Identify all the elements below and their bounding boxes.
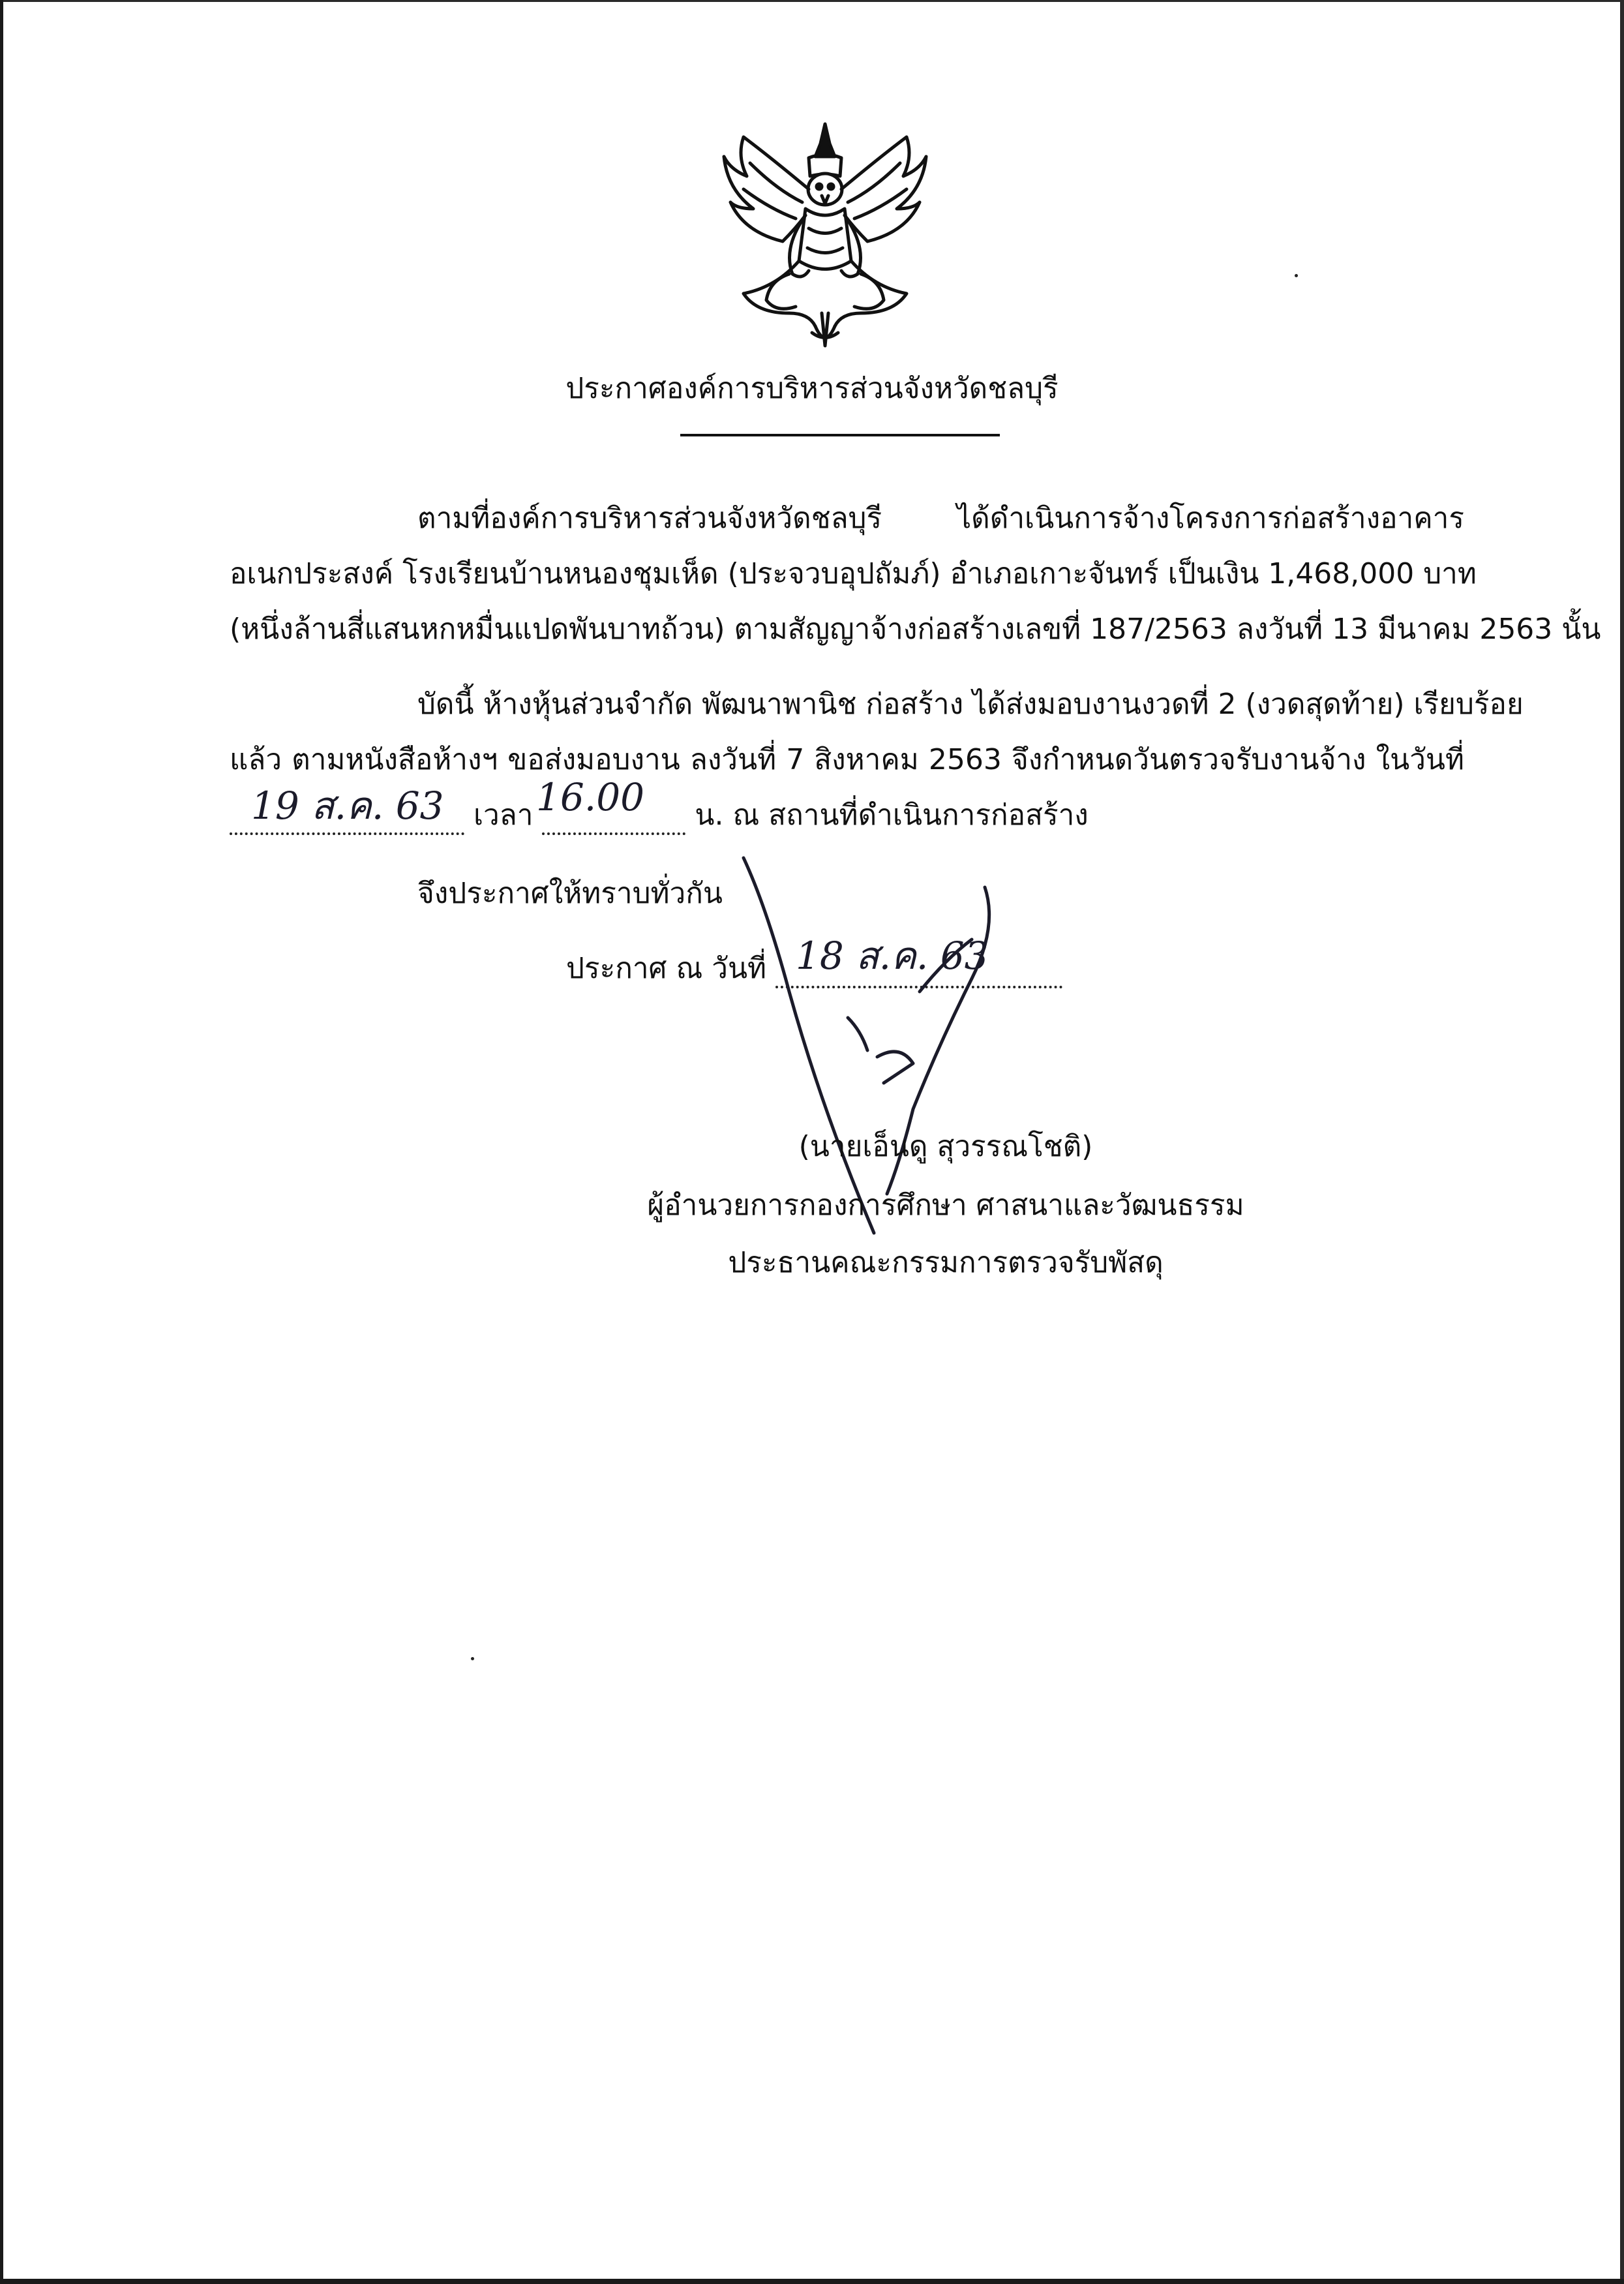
scan-edge-top [0,0,1624,2]
title-underline [680,434,1000,436]
scan-speck [1295,274,1298,277]
paragraph-2-line-2: แล้ว ตามหนังสือห้างฯ ขอส่งมอบงาน ลงวันที่ 7 สิงหาคม 2563 จึงกำหนดวันตรวจรับงานจ้าง ในวันที่ [230,743,1464,776]
announced-date-label: ประกาศ ณ วันที่ [566,952,767,985]
time-label: เวลา [474,799,534,832]
scan-edge-right [1620,0,1624,2284]
scan-edge-bottom [0,2279,1624,2284]
handwritten-announced-date: 18 ส.ค. 63 [796,934,989,978]
document-title: ประกาศองค์การบริหารส่วนจังหวัดชลบุรี [565,372,1059,405]
notice-text: จึงประกาศให้ทราบทั่วกัน [417,877,723,910]
signatory-position-1: ผู้อำนวยการกองการศึกษา ศาสนาและวัฒนธรรม [647,1189,1244,1222]
paragraph-2-line-1: บัดนี้ ห้างหุ้นส่วนจำกัด พัฒนาพานิช ก่อสร้าง ได้ส่งมอบงานงวดที่ 2 (งวดสุดท้าย) เรียบร้อย [417,688,1524,721]
handwritten-inspection-date: 19 ส.ค. 63 [251,784,444,828]
signatory-name: (นายเอ็นดู สุวรรณโชติ) [798,1130,1093,1163]
scan-edge-left [0,0,3,2284]
paragraph-1-line-3: (หนึ่งล้านสี่แสนหกหมื่นแปดพันบาทถ้วน) ตามสัญญาจ้างก่อสร้างเลขที่ 187/2563 ลงวันที่ 13 มีนาคม 2563 นั้น [230,613,1601,646]
garuda-emblem-icon [717,117,933,352]
location-text: น. ณ สถานที่ดำเนินการก่อสร้าง [695,799,1089,832]
paragraph-1-line-2: อเนกประสงค์ โรงเรียนบ้านหนองชุมเห็ด (ประจวบอุปถัมภ์) อำเภอเกาะจันทร์ เป็นเงิน 1,468,000 บาท [230,557,1477,590]
paragraph-1-line-1: ตามที่องค์การบริหารส่วนจังหวัดชลบุรี ได้ดำเนินการจ้างโครงการก่อสร้างอาคาร [417,502,1464,535]
scan-speck [471,1657,474,1660]
handwritten-inspection-time: 16.00 [536,775,645,819]
signatory-position-2: ประธานคณะกรรมการตรวจรับพัสดุ [728,1246,1164,1279]
